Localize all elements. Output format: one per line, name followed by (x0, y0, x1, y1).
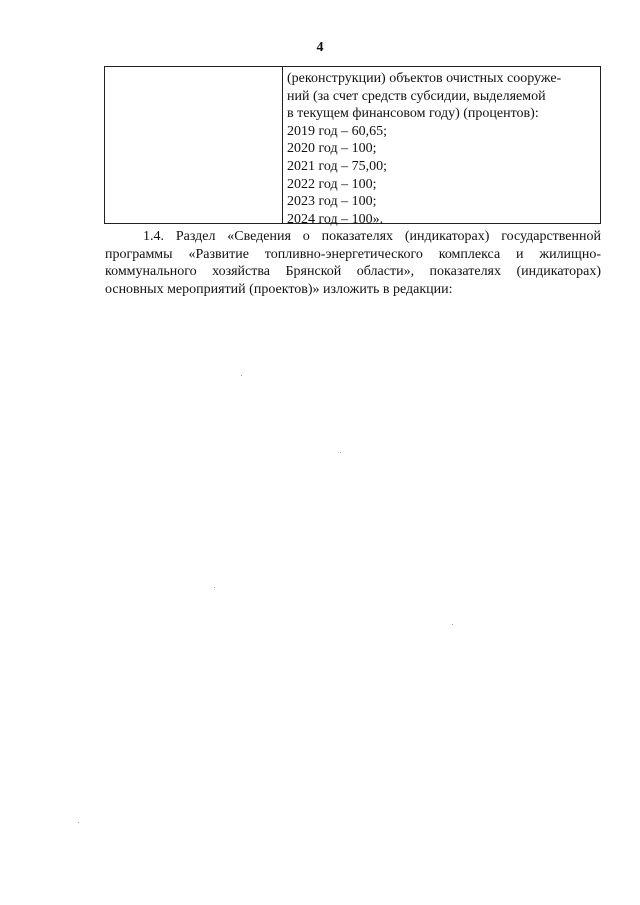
table-cell-right (283, 67, 600, 227)
paragraph-line: 1.4. Раздел «Сведения о показателях (индикаторах) государственной (143, 229, 601, 244)
scan-speck (78, 822, 79, 823)
paragraph-line: коммунального хозяйства Брянской области», показателях (индикаторах) (105, 264, 601, 279)
table-line: (реконструкции) объектов очистных сооруже- (287, 71, 562, 86)
table-line: 2023 год – 100; (287, 194, 377, 210)
table-line: в текущем финансовом году) (процентов): (287, 106, 539, 122)
scan-speck (340, 452, 341, 453)
table-line: 2024 год – 100». (287, 211, 384, 227)
scan-speck (241, 375, 242, 376)
page-number: 4 (316, 40, 324, 55)
body-paragraph (105, 228, 601, 298)
table-line: 2019 год – 60,65; (287, 123, 388, 139)
paragraph-line: основных мероприятий (проектов)» изложить в редакции: (105, 281, 453, 297)
scan-speck (214, 587, 215, 588)
scan-speck (452, 624, 453, 625)
table-line: 2020 год – 100; (287, 141, 377, 157)
table-cell-left (105, 67, 283, 223)
table-line: ний (за счет средств субсидии, выделяемой (287, 88, 546, 104)
paragraph-line: программы «Развитие топливно-энергетического комплекса и жилищно- (105, 246, 601, 262)
indicator-table (104, 66, 601, 227)
table-line: 2021 год – 75,00; (287, 158, 388, 174)
table-line: 2022 год – 100; (287, 176, 377, 192)
